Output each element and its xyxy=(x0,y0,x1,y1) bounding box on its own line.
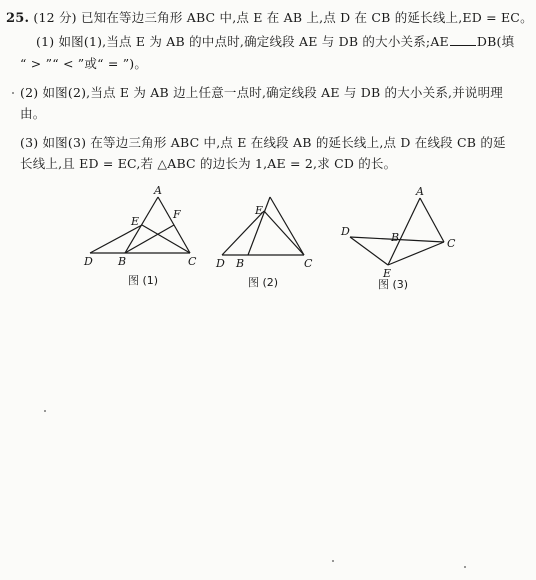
part1-line-2 xyxy=(20,54,147,72)
answer-blank xyxy=(450,34,476,46)
fig2-label-e: E xyxy=(255,204,264,217)
fig3-segment-de xyxy=(350,237,388,265)
part1-text-b: DB(填 xyxy=(476,34,515,49)
part1-text-c: “ > ”“ < ”或“ = ”)。 xyxy=(20,56,148,71)
fig1-caption: 图 (1) xyxy=(128,274,159,287)
problem-points: (12 分) xyxy=(33,10,77,25)
scan-speck xyxy=(464,566,466,568)
fig1-label-b: B xyxy=(118,255,127,268)
fig2-label-d: D xyxy=(216,257,225,270)
figure-1 xyxy=(90,197,190,253)
scan-speck xyxy=(332,560,334,562)
fig1-label-d: D xyxy=(84,255,93,268)
part3-text-b: 长线上,且 ED = EC,若 △ABC 的边长为 1,AE = 2,求 CD 的长。 xyxy=(20,156,397,171)
problem-intro: 已知在等边三角形 ABC 中,点 E 在 AB 上,点 D 在 CB 的延长线上,ED = EC。 xyxy=(80,10,533,25)
part2-line-1 xyxy=(20,83,503,101)
fig1-label-c: C xyxy=(188,255,197,268)
part1-line-1 xyxy=(36,32,514,50)
fig3-label-c: C xyxy=(447,237,456,250)
fig2-side-ac xyxy=(270,197,304,255)
part3-line-1 xyxy=(20,133,506,151)
fig3-label-a: A xyxy=(416,185,424,198)
fig2-caption: 图 (2) xyxy=(248,276,279,289)
fig2-segment-ec xyxy=(264,211,304,255)
fig2-label-c: C xyxy=(304,257,313,270)
fig3-label-e: E xyxy=(383,267,392,280)
fig3-segment-ec xyxy=(388,242,444,265)
part3-line-2 xyxy=(20,154,396,172)
fig3-caption: 图 (3) xyxy=(378,278,409,291)
part2-text-a: (2) 如图(2),当点 E 为 AB 边上任意一点时,确定线段 AE 与 DB 的大小关系,并说明理 xyxy=(20,85,503,100)
fig1-label-e: E xyxy=(131,215,140,228)
fig3-label-b: B xyxy=(391,231,400,244)
part1-text-a: (1) 如图(1),当点 E 为 AB 的中点时,确定线段 AE 与 DB 的大小关系;AE xyxy=(36,34,449,49)
problem-number: 25. xyxy=(6,11,30,26)
fig2-label-b: B xyxy=(236,257,245,270)
fig3-side-ac xyxy=(420,198,444,242)
problem-intro-line xyxy=(6,8,533,26)
scan-speck xyxy=(12,92,14,94)
fig1-segment-de xyxy=(90,225,142,253)
fig3-label-d: D xyxy=(341,225,350,238)
part3-text-a: (3) 如图(3) 在等边三角形 ABC 中,点 E 在线段 AB 的延长线上,点 D 在线段 CB 的延 xyxy=(20,135,506,150)
fig1-label-a: A xyxy=(154,185,162,197)
fig1-label-f: F xyxy=(173,208,181,221)
scan-speck xyxy=(44,410,46,412)
fig2-segment-de xyxy=(222,211,264,255)
part2-text-b: 由。 xyxy=(20,106,46,121)
part2-line-2 xyxy=(20,104,45,122)
